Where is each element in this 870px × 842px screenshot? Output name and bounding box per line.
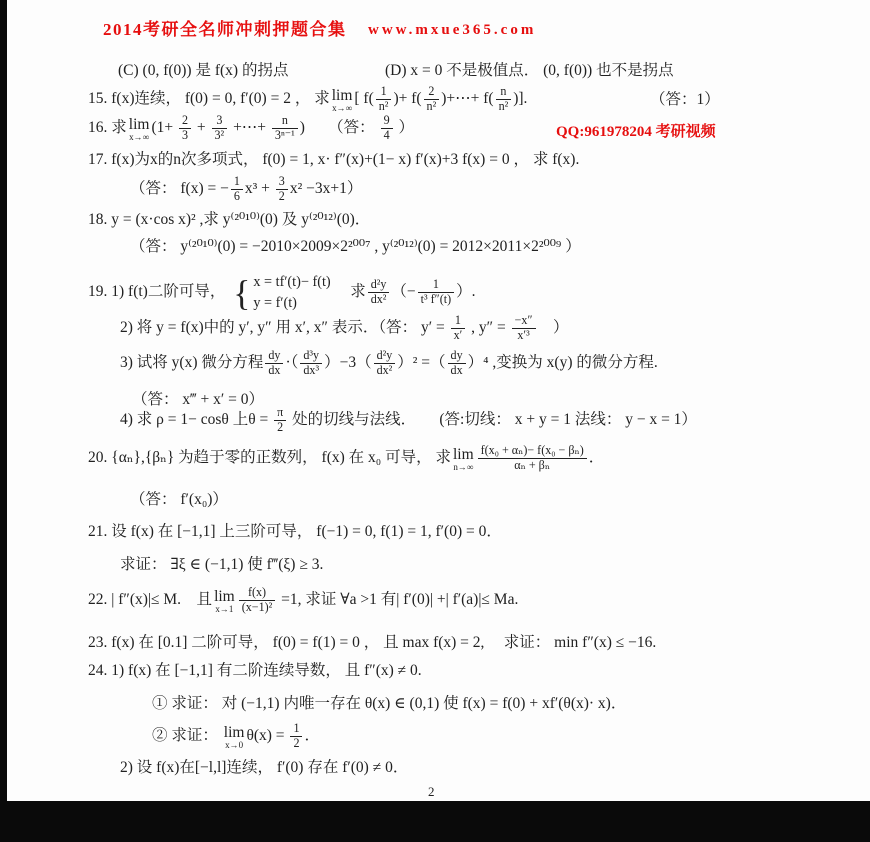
q24-part2: 2) 设 f(x)在[−l,l]连续， f′(0) 存在 f′(0) ≠ 0． xyxy=(120,759,409,776)
qq-banner: QQ:961978204 考研视频 xyxy=(556,124,716,140)
q15-answer: （答：1） xyxy=(650,91,720,108)
q24-part1: 24. 1) f(x) 在 [−1,1] 有二阶连续导数， 且 f″(x) ≠ 0. xyxy=(88,662,422,679)
q20-answer: （答： f′(x₀)） xyxy=(130,491,228,508)
q18: 18. y = (x·cos x)² ,求 y⁽²⁰¹⁰⁾(0) 及 y⁽²⁰¹²⁾(0)． xyxy=(88,211,371,228)
q24-part1-sub1: ① 求证： 对 (−1,1) 内唯一存在 θ(x) ∈ (0,1) 使 f(x) = f(0) + xf′(θ(x)· x)． xyxy=(152,695,627,712)
q19-part1: 19. 1) f(t)二阶可导， { x = tf′(t)− f(t) y = f′(t) 求 $\frac{\text{d²y}}{\text{dx²}}$ （− $\frac{1}{\text{t³ f″(t)}}$ ）. xyxy=(88,272,476,313)
q19-part3: 3) 试将 y(x) 微分方程 $\frac{dy}{dx}$ ·（ $\frac{\text{d³y}}{\text{dx³}}$ ）−3（ $\frac{\text{d²y}}{\text{dx²}}$ ）² =（ $\frac{dy}{dx}$ ）⁴ ,变换为 x(y) 的微分方程. xyxy=(120,348,658,377)
q17: 17. f(x)为x的n次多项式， f(0) = 1, x· f″(x)+(1− x) f′(x)+3 f(x) = 0 ， 求 f(x). xyxy=(88,151,580,168)
q23: 23. f(x) 在 [0.1] 二阶可导， f(0) = f(1) = 0 ， 且 max f(x) = 2, 求证： min f″(x) ≤ −16. xyxy=(88,634,657,651)
screen-edge-left xyxy=(0,0,7,842)
q22: 22. | f″(x)|≤ M. 且 lim x→1 $\frac{f(x)}{\text{(x−1)²}}$ =1, 求证 ∀a >1 有| f′(0)| +| f′(a)|≤ Ma. xyxy=(88,585,519,615)
q21-prove: 求证： ∃ξ ∈ (−1,1) 使 f‴(ξ) ≥ 3. xyxy=(120,556,324,573)
q15: 15. f(x)连续， f(0) = 0, f′(0) = 2 ， 求 lim x→∞ [ f( $\frac{1}{\text{n²}}$ )+ f( $\frac{2}{\text{n²}}$ )+⋯+ f( $\frac{n}{\text{n²}}$ )]. xyxy=(88,84,528,114)
q18-answer: （答： y⁽²⁰¹⁰⁾(0) = −2010×2009×2²⁰⁰⁷ , y⁽²⁰¹²⁾(0) = 2012×2011×2²⁰⁰⁹ ） xyxy=(130,238,581,255)
q17-answer: （答： f(x) = − $\frac{1}{6}$ x³ + $\frac{3}{2}$ x² −3x+1） xyxy=(130,174,363,203)
screen-edge-bottom xyxy=(0,801,870,842)
q19-part3-answer: （答： x‴ + x′ = 0） xyxy=(132,391,264,408)
q20: 20. {αₙ},{βₙ} 为趋于零的正数列， f(x) 在 x₀ 可导， 求 lim n→∞ $\frac{\text{f(x₀ + αₙ)− f(x₀ − βₙ)}}{\text{αₙ + βₙ}}$ ． xyxy=(88,443,605,473)
option-c: (C) (0, f(0)) 是 f(x) 的拐点 xyxy=(118,62,289,79)
q24-part1-sub2: ② 求证： lim x→0 θ(x) = $\frac{1}{2}$ ． xyxy=(152,721,320,751)
q19-part4: 4) 求 ρ = 1− cosθ 上θ = $\frac{\pi}{2}$ 处的切线与法线． (答:切线： x + y = 1 法线： y − x = 1） xyxy=(120,405,697,434)
header-url: www.mxue365.com xyxy=(368,22,537,38)
page-number: 2 xyxy=(428,784,435,799)
q16: 16. 求 lim x→∞ (1+ $\frac{2}{3}$ + $\frac{3}{\text{3²}}$ +⋯+ $\frac{n}{\text{3ⁿ⁻¹}}$ ) （答： $\frac{9}{4}$ ） xyxy=(88,113,414,143)
q21: 21. 设 f(x) 在 [−1,1] 上三阶可导， f(−1) = 0, f(1) = 1, f′(0) = 0． xyxy=(88,523,502,540)
q19-part2: 2) 将 y = f(x)中的 y′, y″ 用 x′, x″ 表示．（答： y′ = $\frac{1}{x'}$ , y″ = $\frac{-x''}{\text{x′³}}$ ） xyxy=(120,313,569,342)
option-d: (D) x = 0 不是极值点． (0, f(0)) 也不是拐点 xyxy=(385,62,674,79)
header-title: 2014考研全名师冲刺押题合集 xyxy=(103,20,347,39)
